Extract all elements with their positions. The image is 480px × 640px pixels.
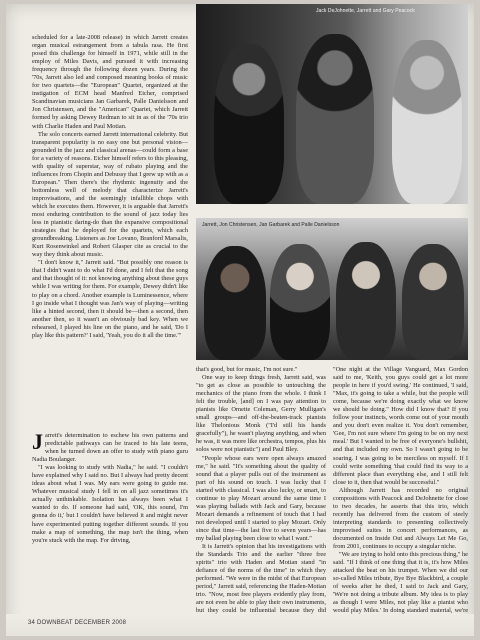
photo-figure-3: [336, 242, 396, 360]
body-column-left: [32, 34, 188, 340]
photo-figure-right: [392, 40, 462, 204]
photo-figure-4: [402, 244, 464, 360]
body-column-left-lower: [32, 429, 188, 545]
column-middle-paragraph-3: "People whose ears were open always amazed me," he said. "It's something about the quality of sound that a player pulls out of the instrument as part of his sound on touch. I was lucky that I started with classical. I was also lucky, or smart, to continue to play Mozart around the same time I was playing ballads with Jack and Gary, because Mozart demands a refinement of touch that I had not developed until I started to play Mozart. Only since that time—the last five to seven years—has my ballad playing been close to what I want.": [196, 454, 326, 542]
photo-figure-2: [270, 244, 330, 360]
drop-cap: J: [32, 429, 44, 454]
column-middle-paragraph-1: that's good, but for music, I'm not sure.": [196, 366, 298, 373]
column-left-paragraph-1: scheduled for a late-2008 release) in which Jarrett creates organ musical estrangement from a tabula rasa. He first posed this challenge for himself in 1971, while still in the employ of Miles Davis, and pursued it with increasing frequency through the following dozen years. During the '70s, Jarrett also led and composed meaning books of music for two quartets—the "European" Quartet, organized at the instigation of ECM head Manfred Eicher, comprised Scandinavian musicians Jan Garbarek, Palle Danielsson and Jon Christensen, and the "American" Quartet, which Jarrett formed by asking Dewey Redman to sit in as of the '70s trio with Charlie Haden and Paul Motian.: [32, 34, 188, 130]
column-right-paragraph-3: "We are trying to hold onto this precious thing," he said. "If I think of one thing that it is, it's how Miles attacked the beat on his trumpet. When we did our so-called Miles tribute, Bye Bye Blackbird, a couple of weeks after he died, I said to Jack and Gary, 'We're not doing a tribute album. My idea is to play as though I were Miles, not play like a pianist who would play Miles.' In doing standard material, we're: [333, 551, 468, 615]
photo-quartet-caption: Jarrett, Jon Christensen, Jan Garbarek and Palle Danielsson: [202, 222, 340, 228]
column-middle-paragraph-2: One way to keep things fresh, Jarrett said, was "to get as close as possible to untouching the mechanics of the piano from the whole. I think I felt the trouble, [and] on I was pay attention to pianists like Ornette Coleman, Gerry Mulligan's small groups—and off-the-beaten-track pianists like Thelonious Monk ("I'd still his hands gracefully"), he wasn't playing anything, and when he was, it was more like orchestra, tempos, plus his solos were not pianistic") and Paul Bley.: [196, 374, 326, 454]
body-column-right: [333, 366, 468, 624]
column-left-paragraph-2: The solo concerts earned Jarrett international celebrity. But transparent popularity is no easy one but personal vision—grounded in the jazz and classical arenas—could form a base for a variety of reasons. Eicher himself refers to this pleasing, with quality of superstar, way of rubato playing and the influences from Chopin and Debussy that I grew up with as a European." Then there's the rhythmic ingenuity and the bottomless well of melody that characterize Jarrett's improvisations, and the seemingly infallible chops with which he executes them. However, it is arguable that Jarrett's most enduring contribution to the sound of jazz today lies less in pianistic daring-do than the expansive compositional strategies that he deployed for the quartets, which each groundbreaking. Listeners as Joe Lovano, Branford Marsalis, Kurt Rosenwinkel and Robert Glasper cite as crucial to the way they think about music.: [32, 130, 188, 259]
magazine-page: [6, 4, 474, 636]
column-right-paragraph-1: "One night at the Village Vanguard, Max Gordon said to me, 'Keith, you guys could get a lot more people in here if you'd swing.' He continued, 'I said, "Max, it's going to take a while, but the people will come, because we're doing exactly what we know we should be doing." How did I know that? If you follow your instincts, words come out of your mouth and you don't even realize it. You don't remember, 'Gee, I'm not sure where I'm going to be on my next meal.' But I wanted to be free of everyone's bullshit, and that included my own. So I wasn't going to be soaring. I was going to be merciless on myself. If I could write something 'that could find its way to a different place than everything else, and I still felt close to it, then that would be successful.": [333, 366, 468, 486]
column-middle-paragraph-4: It is Jarrett's opinion that his investigations with the Standards Trio and the earlier "three free spirits" trio with Haden and Motian stand "in defiance of the norms of the time" in which they performed. "We were in the midst of that European period," Jarrett said, referencing the Haden-Motian trio. "Now, most free players evidently play from, are not even be able to play their own instruments, but they could be influential because they did: [196, 543, 326, 615]
column-right-paragraph-2: Although Jarrett has recorded no original compositions with Peacock and DeJohnette for close to two decades, he asserts that this trio, which recently has delivered from the custom of steely interpreting standards to presenting collectively improvised suites in concert performances, as documented on Inside Out and Always Let Me Go, from 2001, continues to occupy a singular niche.: [333, 486, 468, 551]
photo-figure-1: [204, 246, 266, 360]
photo-trio: [196, 4, 468, 204]
photo-figure-center: [296, 34, 374, 204]
folio: 34 DOWNBEAT DECEMBER 2008: [28, 620, 127, 626]
page-footer: [6, 614, 474, 636]
column-left-lower-paragraph-2: "I was looking to study with Nadia," he said. "I couldn't have explained why I said no. But I always had pretty decent ideas about what I was. My ears were going to guide me. Whatever musical study I fell in on all jazz sometimes it's actually unthinkable. Isolation has always been what I wanted to do. If someone had said, 'OK, this sound, I'm gonna do it,' but I couldn't have believed it and might never have experimented putting together different sounds. If you make a map of something, the map isn't the thing, when you're stuck with the map. For driving,: [32, 464, 188, 544]
column-left-paragraph-3: "I don't know it," Jarrett said. "But possibly one reason is that I didn't want to do what I'd done, and I felt that the song and that thought of it: not knowing anything about these guys while I was writing for them. For example, Dewey didn't like to play on a chord. Another example is Luminessence, where I go inside what I thought was Jan's way of playing—writing like a hinted second, then it should be—then a second, then another then, so it wasn't an obviously bad key. When we rehearsed, I played his line on the piano, and he said, 'Do I play like this pattern?' I said, 'Yeah, you do it all the time.'": [32, 259, 188, 339]
photo-quartet: [196, 218, 468, 360]
photo-trio-caption: Jack DeJohnette, Jarrett and Gary Peacock: [316, 8, 415, 14]
body-column-middle: [196, 366, 326, 636]
column-left-lower-paragraph-1: Jarrett's determination to eschew his own patterns and predictable pathways can be traced to his late teens, when he turned down an offer to study with piano guru Nadia Boulanger.: [32, 429, 188, 464]
photo-figure-left: [214, 44, 284, 204]
